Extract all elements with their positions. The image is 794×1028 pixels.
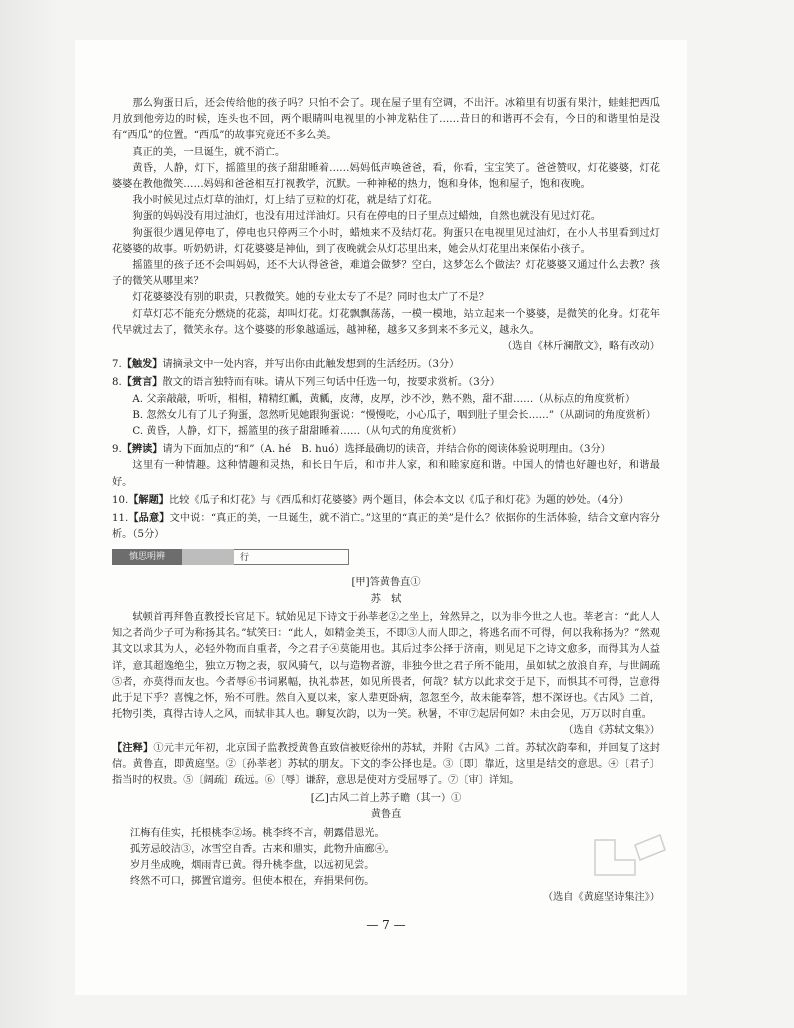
question-11: 11.【品意】文中说：“真正的美，一旦诞生，就不消亡。”这里的“真正的美”是什么？依据你的生活体验，结合文章内容分析。（5分） bbox=[112, 512, 660, 541]
classical-author: 苏 轼 bbox=[370, 593, 402, 605]
classical-source: （选自《苏轼文集》） bbox=[563, 725, 660, 737]
page-number: — 7 — bbox=[366, 917, 406, 932]
banner-action: 行 bbox=[234, 549, 349, 565]
question-8: 8.【赏言】散文的语言独特而有味。请从下列三句话中任选一句，按要求赏析。（3分） bbox=[112, 376, 501, 389]
classical-title: [甲]答黄鲁直① bbox=[351, 577, 421, 589]
poem-line: 终然不可口，掷置官道旁。但使本根在，弃捐果何伤。 bbox=[130, 876, 375, 888]
poem-line: 岁月坐成晚，烟雨青已黄。得升桃李盘，以远初见尝。 bbox=[130, 859, 375, 871]
poem-line: 孤芳忌皎洁③，冰雪空自香。古来和鼎实，此物升庙廊④。 bbox=[130, 843, 395, 855]
question-9-quote: 这里有一种情趣。这种情趣和灵热，和长日午后，和市井人家，和和睦家庭和谐。中国人的情也好趣也好，和谐最好。 bbox=[112, 460, 660, 488]
option-a: A. 父亲敲敲，听听，相相，精精红瓤，黄瓤，皮薄，皮厚，沙不沙，熟不熟，甜不甜……（从标点的角度赏析） bbox=[132, 393, 636, 405]
classical-text: 轼顿首再拜鲁直教授长官足下。轼始见足下诗文于孙莘老②之坐上，耸然异之，以为非今世之人也。莘老言：“此人人知之者尚少子可为称扬其名。”轼笑曰：“此人，如精金美玉，不即③人而人即之，将逃名而不可得，何以我称扬为？”然观其文以求其为人，必轻外物而自重者，今之君子④莫能用也。其后过李公择于济南，则见足下之诗文愈多，而得其为人益详，意其超逸绝尘，独立万物之表，驭风骑气，以与造物者游，非独今世之君子所不能用，虽如轼之放浪自弃，与世阔疏⑤者，亦莫得而友也。今者辱⑥书词累幅，执礼恭甚，如见所畏者，何哉？轼方以此求交于足下，而惧其不可得，岂意得此于足下乎？喜愧之怀，殆不可胜。然自入夏以来，家人辈更卧病，忽忽至今，故未能奉答，想不深讶也。《古风》二首，托物引类，真得古诗人之风，而轼非其人也。聊复次韵，以为一笑。秋暑，不审⑦起居何如？未由会见，万万以时自重。 bbox=[112, 611, 660, 721]
poem-title: [乙]古风二首上苏子瞻（其一）① bbox=[310, 793, 462, 805]
poem-author: 黄鲁直 bbox=[370, 809, 402, 821]
question-7: 7.【触发】请摘录文中一处内容，并写出你由此触发想到的生活经历。（3分） bbox=[112, 358, 460, 371]
document-body bbox=[112, 96, 660, 933]
option-c: C. 黄昏，人静，灯下，摇篮里的孩子甜甜睡着……（从句式的角度赏析） bbox=[132, 426, 463, 438]
passage-paragraph: 狗蛋很少遇见停电了，停电也只停两三个小时，蜡烛来不及结灯花。狗蛋只在电视里见过油灯，在小人书里看到过灯花婆婆的故事。听奶奶讲，灯花婆婆是神仙，到了夜晚就会从灯芯里出来，她会从灯花里出来保佑小孩子。 bbox=[112, 227, 660, 255]
poem-line: 江梅有佳实，托根桃李②场。桃李终不言，朝露借恩光。 bbox=[130, 827, 385, 839]
passage-paragraph: 我小时候见过点灯草的油灯，灯上结了豆粒的灯花，就是结了灯花。 bbox=[132, 195, 439, 207]
passage-source: （选自《林斤澜散文》，略有改动） bbox=[502, 341, 660, 353]
passage-paragraph: 黄昏，人静，灯下，摇篮里的孩子甜甜睡着……妈妈低声唤爸爸，看，你看，宝宝笑了。爸爸赞叹，灯花婆婆，灯花婆婆在教他微笑……妈妈和爸爸相互打视教学，沉默。一种神秘的热力，饱和身体，饱和屋子，饱和夜晚。 bbox=[112, 162, 660, 191]
passage-paragraph: 灯花婆婆没有别的职责，只教微笑。她的专业太专了不是？同时也太广了不是？ bbox=[132, 292, 489, 304]
option-b: B. 忽然女儿有了儿子狗蛋，忽然听见她跟狗蛋说：“慢慢吃，小心瓜子，咽到肚子里会长……”（从副词的角度赏析） bbox=[132, 409, 656, 421]
classical-notes: 【注释】①元丰元年初，北京国子监教授黄鲁直致信被贬徐州的苏轼，并附《古风》二首。苏轼次韵奉和，并回复了这封信。黄鲁直，即黄庭坚。②〔孙莘老〕苏轼的朋友。下文的李公择也是。③〔即〕靠近，这里是结交的意思。④〔君子〕指当时的权贵。⑤〔阔疏〕疏远。⑥〔辱〕谦辞，意思是使对方受屈辱了。⑦〔审〕详知。 bbox=[112, 741, 660, 786]
scan-shadow bbox=[0, 0, 60, 1028]
question-9: 9.【辨读】请为下面加点的“和”（A. hé B. huó）选择最确切的读音，并结合你的阅读体验说明理由。（3分） bbox=[112, 443, 611, 456]
banner-label: 慎思明辨 bbox=[112, 549, 182, 565]
poem-source: （选自《黄庭坚诗集注》） bbox=[542, 892, 660, 904]
passage-paragraph: 那么狗蛋日后，还会传给他的孩子吗？只怕不会了。现在屋子里有空调，不出汗。冰箱里有切蛋有果汁，蛙蛙把西瓜月放到他旁边的时候，连头也不回，两个眼睛叫电视里的小神龙粘住了……昔日的和谐再不会有，今日的和谐里怕是没有“西瓜”的位置。“西瓜”的故事究竟还不多么美。 bbox=[112, 98, 660, 142]
passage-paragraph: 摇篮里的孩子还不会叫妈妈，还不大认得爸爸，难道会做梦？空白，这梦怎么个做法？灯花婆婆又通过什么去教？孩子的微笑从哪里来？ bbox=[112, 260, 660, 288]
cube-illustration bbox=[590, 820, 670, 880]
banner-bar bbox=[182, 549, 234, 565]
passage-paragraph: 灯草灯芯不能充分燃烧的花蕊，却叫灯花。灯花飘飘荡荡，一模一模地，站立起来一个婆婆，是微笑的化身。灯花年代早就过去了，微笑永存。这个婆婆的形象越遥远，越神秘，越多又多到来不多元义，越永久。 bbox=[112, 308, 660, 336]
section-banner bbox=[112, 547, 660, 569]
question-10: 10.【解题】比较《瓜子和灯花》与《西瓜和灯花婆婆》两个题目，体会本文以《瓜子和灯花》为题的妙处。（4分） bbox=[112, 493, 629, 506]
passage-paragraph: 真正的美，一旦诞生，就不消亡。 bbox=[132, 146, 286, 158]
passage-paragraph: 狗蛋的妈妈没有用过油灯，也没有用过洋油灯。只有在停电的日子里点过蜡烛，自然也就没有见过灯花。 bbox=[132, 211, 602, 223]
